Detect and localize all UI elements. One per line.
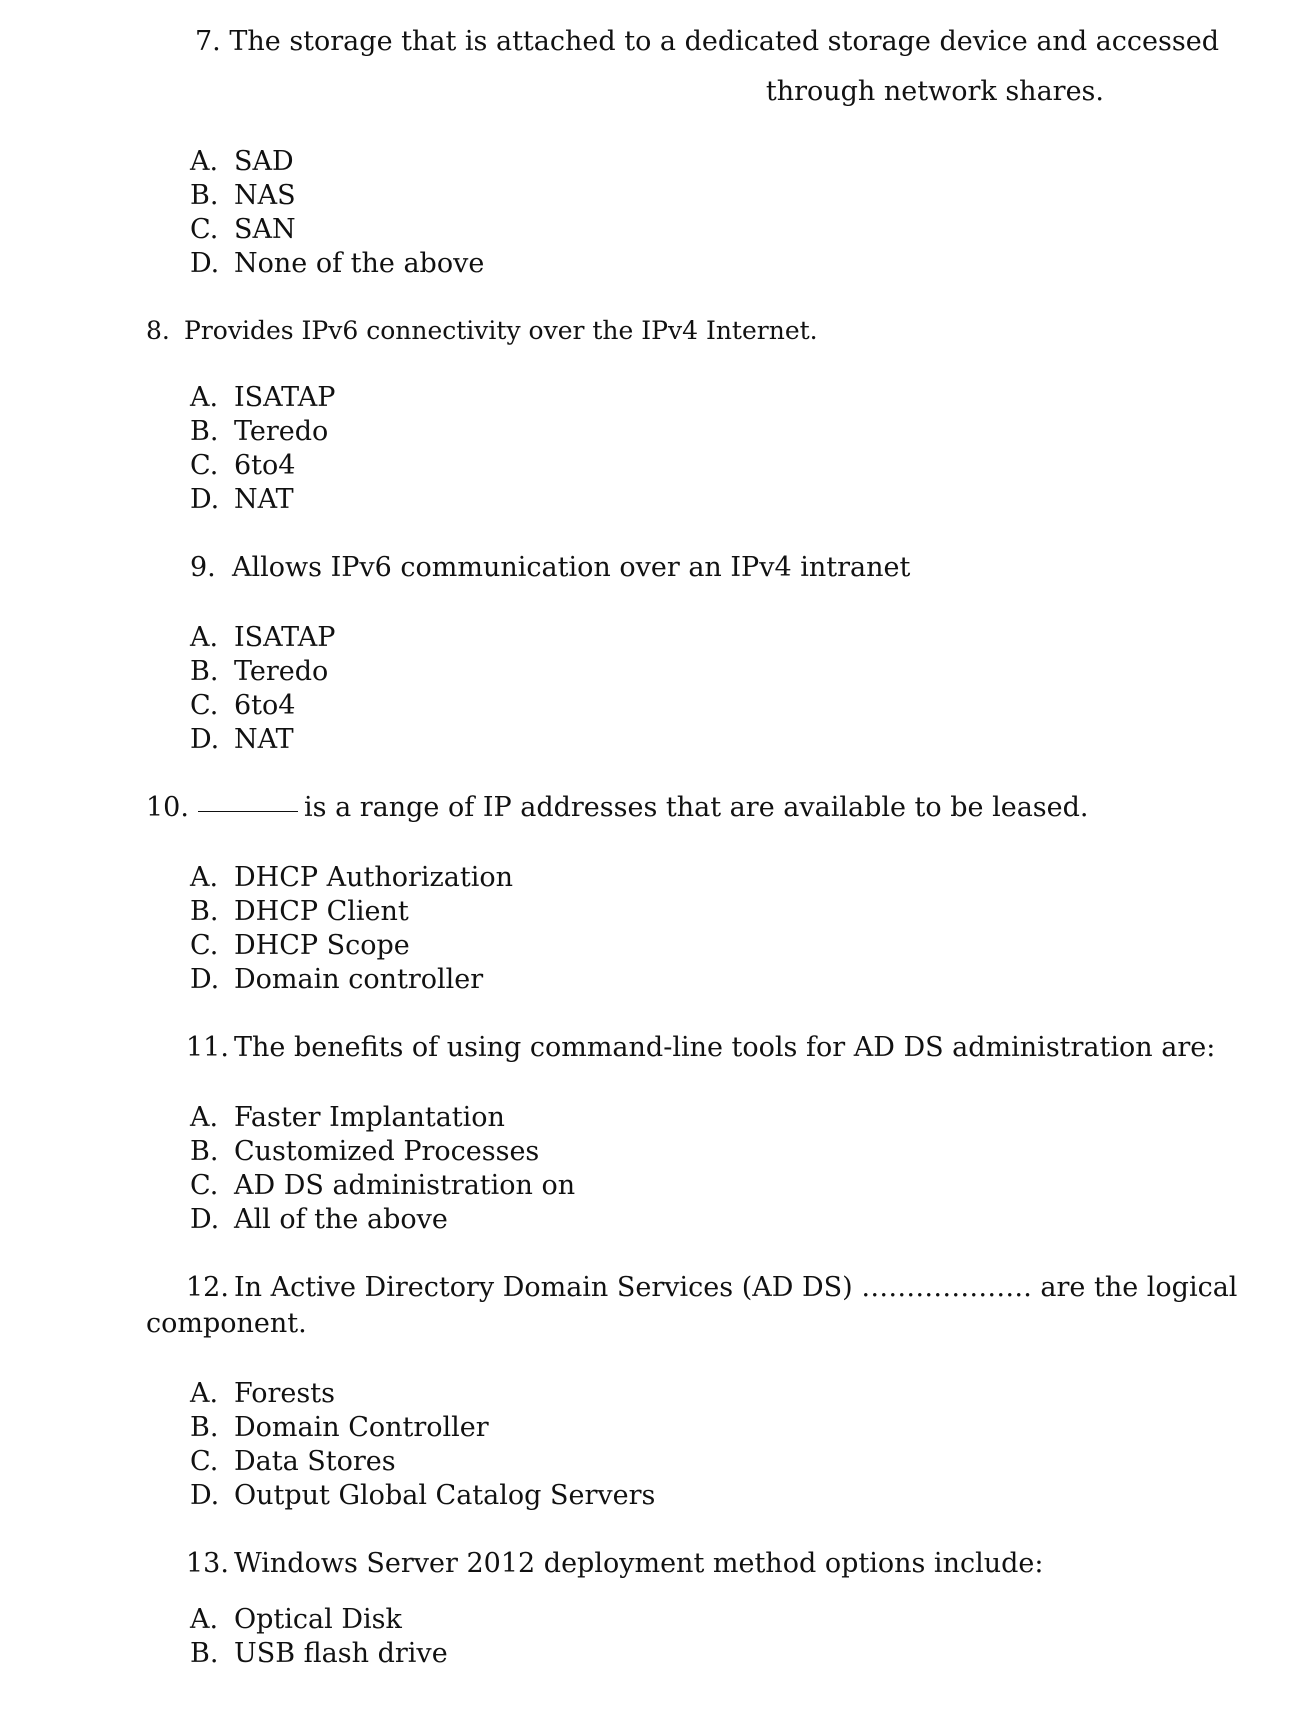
question-13 xyxy=(186,1546,1043,1582)
option-letter: A. xyxy=(190,622,219,653)
option xyxy=(190,1636,448,1672)
question-10 xyxy=(146,790,1089,826)
option-text: Teredo xyxy=(234,656,329,687)
option-letter: D. xyxy=(190,1480,220,1511)
answer-blank xyxy=(198,811,298,812)
option-text: 6to4 xyxy=(234,450,296,481)
option-text: Forests xyxy=(234,1378,335,1409)
option xyxy=(190,448,295,484)
question-number: 8. xyxy=(146,316,170,345)
option-letter: A. xyxy=(190,1378,219,1409)
option xyxy=(190,1134,539,1170)
option-text: SAD xyxy=(234,146,294,177)
option-text: Output Global Catalog Servers xyxy=(234,1480,656,1511)
option-text: Optical Disk xyxy=(234,1604,402,1635)
option xyxy=(190,482,294,518)
option-letter: A. xyxy=(190,1604,219,1635)
option-text: USB flash drive xyxy=(234,1638,448,1669)
question-text: The storage that is attached to a dedicated storage device and accessed xyxy=(229,26,1219,57)
option xyxy=(190,860,513,896)
option-letter: B. xyxy=(190,1136,219,1167)
option xyxy=(190,1100,505,1136)
option xyxy=(190,1376,335,1412)
option xyxy=(190,1478,655,1514)
option-text: NAT xyxy=(234,484,294,515)
option-letter: D. xyxy=(190,724,220,755)
option-text: Domain controller xyxy=(234,964,484,995)
option-text: DHCP Authorization xyxy=(234,862,513,893)
option-letter: C. xyxy=(190,214,219,245)
question-11 xyxy=(186,1030,1215,1066)
option-letter: B. xyxy=(190,416,219,447)
option xyxy=(190,414,328,450)
question-9 xyxy=(190,550,910,586)
option-letter: D. xyxy=(190,964,220,995)
option-letter: C. xyxy=(190,930,219,961)
option-letter: A. xyxy=(190,1102,219,1133)
option-letter: B. xyxy=(190,656,219,687)
option-letter: A. xyxy=(190,146,219,177)
option xyxy=(190,1444,396,1480)
question-number: 12. xyxy=(186,1272,229,1303)
option-letter: D. xyxy=(190,248,220,279)
option xyxy=(190,1202,448,1238)
option-text: DHCP Scope xyxy=(234,930,410,961)
question-8 xyxy=(146,313,818,349)
question-text: is a range of IP addresses that are available to be leased. xyxy=(304,792,1089,823)
option xyxy=(190,212,296,248)
option-text: AD DS administration on xyxy=(234,1170,576,1201)
question-number: 11. xyxy=(186,1032,229,1063)
question-12-continued: component. xyxy=(146,1308,307,1339)
option xyxy=(190,962,483,998)
option-text: Faster Implantation xyxy=(234,1102,505,1133)
question-text: Windows Server 2012 deployment method options include: xyxy=(234,1548,1044,1579)
question-number: 7. xyxy=(195,26,221,57)
option xyxy=(190,144,294,180)
question-12 xyxy=(186,1270,1237,1306)
option-text: Domain Controller xyxy=(234,1412,489,1443)
option xyxy=(190,722,294,758)
option xyxy=(190,894,409,930)
option-text: Data Stores xyxy=(234,1446,396,1477)
option-text: ISATAP xyxy=(234,382,336,413)
option-letter: C. xyxy=(190,1446,219,1477)
option xyxy=(190,380,335,416)
option-text: Teredo xyxy=(234,416,329,447)
option xyxy=(190,1410,489,1446)
option-text: ISATAP xyxy=(234,622,336,653)
option-letter: B. xyxy=(190,180,219,211)
option-letter: B. xyxy=(190,896,219,927)
option xyxy=(190,654,328,690)
option-letter: A. xyxy=(190,862,219,893)
option-text: NAS xyxy=(234,180,296,211)
option xyxy=(190,178,296,214)
option-letter: C. xyxy=(190,690,219,721)
option-text: None of the above xyxy=(234,248,485,279)
option xyxy=(190,1168,575,1204)
option-text: All of the above xyxy=(234,1204,448,1235)
option xyxy=(190,1602,402,1638)
option-text: DHCP Client xyxy=(234,896,409,927)
option-letter: B. xyxy=(190,1412,219,1443)
question-number: 10. xyxy=(146,792,189,823)
question-text: Allows IPv6 communication over an IPv4 intranet xyxy=(232,552,911,583)
question-7-continued: through network shares. xyxy=(765,76,1104,107)
question-text: Provides IPv6 connectivity over the IPv4 Internet. xyxy=(184,316,818,345)
option-letter: C. xyxy=(190,450,219,481)
option-letter: C. xyxy=(190,1170,219,1201)
option-text: SAN xyxy=(234,214,296,245)
option-letter: D. xyxy=(190,1204,220,1235)
question-7 xyxy=(195,24,1219,60)
option-text: Customized Processes xyxy=(234,1136,540,1167)
option-letter: B. xyxy=(190,1638,219,1669)
option xyxy=(190,688,295,724)
option-letter: A. xyxy=(190,382,219,413)
option xyxy=(190,620,335,656)
question-text: The benefits of using command-line tools for AD DS administration are: xyxy=(234,1032,1216,1063)
option-letter: D. xyxy=(190,484,220,515)
question-text: In Active Directory Domain Services (AD DS) ………………. are the logical xyxy=(234,1272,1238,1303)
option xyxy=(190,246,484,282)
option xyxy=(190,928,410,964)
question-number: 13. xyxy=(186,1548,229,1579)
option-text: 6to4 xyxy=(234,690,296,721)
question-number: 9. xyxy=(190,552,216,583)
option-text: NAT xyxy=(234,724,294,755)
